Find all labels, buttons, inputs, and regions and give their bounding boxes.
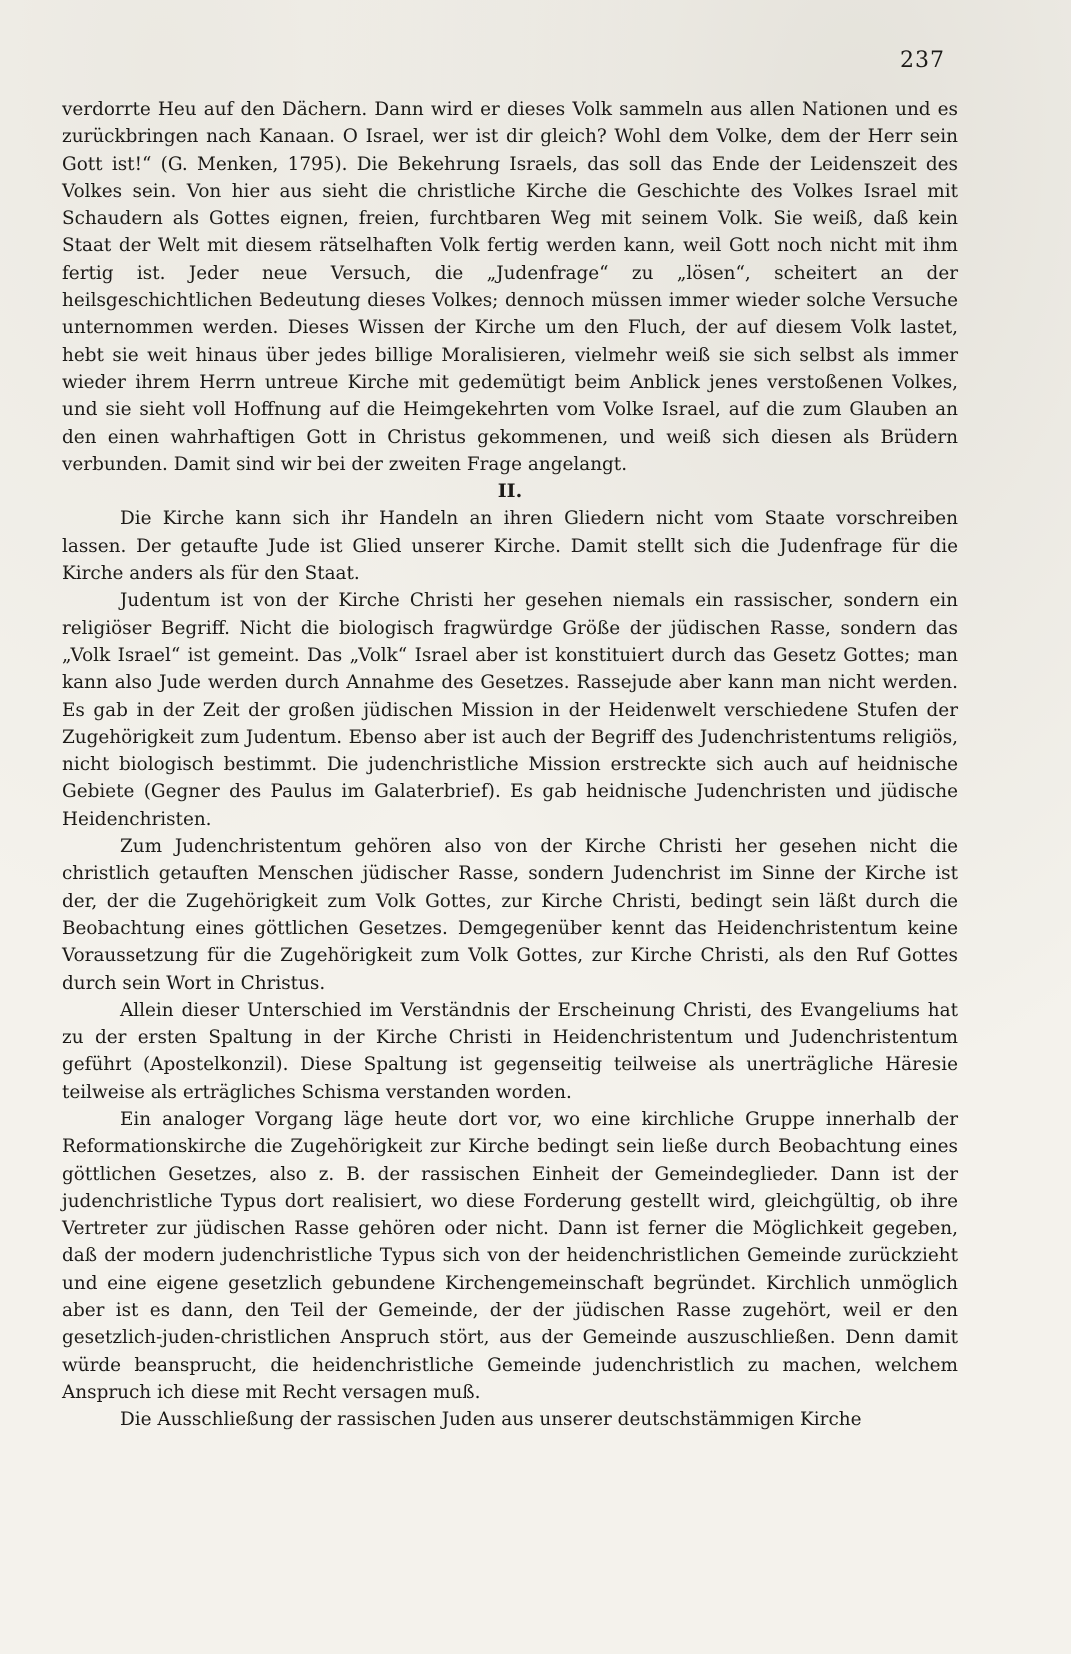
paragraph: Zum Judenchristentum gehören also von der Kirche Christi her gesehen nicht die christlich getauften Menschen jüdischer Rasse, sondern Judenchrist im Sinne der Kirche ist der, der die Zugehörigkeit zum Volk Gottes, zur Kirche Christi, bedingt sein läßt durch die Beobachtung eines göttlichen Gesetzes. Demgegenüber kennt das Heidenchristentum keine Voraussetzung für die Zugehörigkeit zum Volk Gottes, zur Kirche Christi, als den Ruf Gottes durch sein Wort in Christus. bbox=[62, 836, 958, 994]
paragraph: Judentum ist von der Kirche Christi her gesehen niemals ein rassischer, sondern ein religiöser Begriff. Nicht die biologisch fragwürdge Größe der jüdischen Rasse, sondern das „Volk Israel“ ist gemeint. Das „Volk“ Israel aber ist konstituiert durch das Gesetz Gottes; man kann also Jude werden durch Annahme des Gesetzes. Rassejude aber kann man nicht werden. Es gab in der Zeit der großen jüdischen Mission in der Heidenwelt verschiedene Stufen der Zugehörigkeit zum Judentum. Ebenso aber ist auch der Begriff des Judenchristentums religiös, nicht biologisch bestimmt. Die judenchristliche Mission erstreckte sich auch auf heidnische Gebiete (Gegner des Paulus im Galaterbrief). Es gab heidnische Judenchristen und jüdische Heidenchristen. bbox=[62, 590, 958, 830]
paragraph: Die Kirche kann sich ihr Handeln an ihren Gliedern nicht vom Staate vorschreiben lassen. Der getaufte Jude ist Glied unserer Kirche. Damit stellt sich die Judenfrage für die Kirche anders als für den Staat. bbox=[62, 508, 958, 585]
page-text bbox=[62, 96, 958, 1434]
paragraph-continued: verdorrte Heu auf den Dächern. Dann wird er dieses Volk sammeln aus allen Nationen und es zurückbringen nach Kanaan. O Israel, wer ist dir gleich? Wohl dem Volke, dem der Herr sein Gott ist!“ (G. Menken, 1795). Die Bekehrung Israels, das soll das Ende der Leidenszeit des Volkes sein. Von hier aus sieht die christliche Kirche die Geschichte des Volkes Israel mit Schaudern als Gottes eignen, freien, furchtbaren Weg mit seinem Volk. Sie weiß, daß kein Staat der Welt mit diesem rätselhaften Volk fertig werden kann, weil Gott noch nicht mit ihm fertig ist. Jeder neue Versuch, die „Judenfrage“ zu „lösen“, scheitert an der heilsgeschichtlichen Bedeutung dieses Volkes; dennoch müssen immer wieder solche Versuche unternommen werden. Dieses Wissen der Kirche um den Fluch, der auf diesem Volk lastet, hebt sie weit hinaus über jedes billige Moralisieren, vielmehr weiß sie sich selbst als immer wieder ihrem Herrn untreue Kirche mit gedemütigt beim Anblick jenes verstoßenen Volkes, und sie sieht voll Hoffnung auf die Heimgekehrten vom Volke Israel, auf die zum Glauben an den einen wahrhaftigen Gott in Christus gekommenen, und weiß sich diesen als Brüdern verbunden. Damit sind wir bei der zweiten Frage angelangt. bbox=[62, 99, 958, 475]
paragraph: Allein dieser Unterschied im Verständnis der Erscheinung Christi, des Evangeliums hat zu der ersten Spaltung in der Kirche Christi in Heidenchristentum und Judenchristentum geführt (Apostelkonzil). Diese Spaltung ist gegenseitig teilweise als unerträgliche Häresie teilweise als erträgliches Schisma verstanden worden. bbox=[62, 999, 958, 1103]
page-number: 237 bbox=[900, 48, 945, 73]
paragraph: Ein analoger Vorgang läge heute dort vor, wo eine kirchliche Gruppe innerhalb der Reformationskirche die Zugehörigkeit zur Kirche bedingt sein ließe durch Beobachtung eines göttlichen Gesetzes, also z. B. der rassischen Einheit der Gemeindeglieder. Dann ist der judenchristliche Typus dort realisiert, wo diese Forderung gestellt wird, gleichgültig, ob ihre Vertreter zur jüdischen Rasse gehören oder nicht. Dann ist ferner die Möglichkeit gegeben, daß der modern judenchristliche Typus sich von der heidenchristlichen Gemeinde zurückzieht und eine eigene gesetzlich gebundene Kirchengemeinschaft begründet. Kirchlich unmöglich aber ist es dann, den Teil der Gemeinde, der der jüdischen Rasse zugehört, weil er den gesetzlich-juden-christlichen Anspruch stört, aus der Gemeinde auszuschließen. Denn damit würde beansprucht, die heidenchristliche Gemeinde judenchristlich zu machen, welchem Anspruch ich diese mit Recht versagen muß. bbox=[62, 1108, 958, 1403]
paragraph: Die Ausschließung der rassischen Juden aus unserer deutschstämmigen Kirche bbox=[120, 1409, 862, 1431]
section-heading: II. bbox=[497, 480, 523, 503]
